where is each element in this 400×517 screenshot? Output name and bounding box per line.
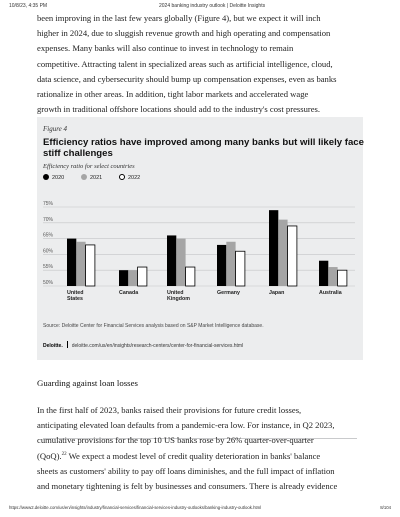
category-label: Australia bbox=[319, 290, 342, 296]
paragraph-line: been improving in the last few years globally (Figure 4), but we expect it will inch bbox=[37, 13, 321, 23]
figure-title-line: Efficiency ratios have improved among many banks but will likely face bbox=[43, 137, 364, 148]
figure-footer bbox=[43, 341, 243, 349]
category-label: States bbox=[67, 296, 83, 302]
bar-2021 bbox=[226, 242, 235, 286]
print-datetime: 10/8/23, 4:35 PM bbox=[9, 3, 48, 9]
paragraph-bottom bbox=[37, 403, 362, 494]
paragraph-top bbox=[37, 11, 362, 117]
bar-2021 bbox=[76, 242, 85, 286]
category-label: Japan bbox=[269, 290, 285, 296]
bar-2022 bbox=[288, 226, 297, 286]
bar-2021 bbox=[128, 270, 137, 286]
paragraph-line: higher in 2024, due to sluggish revenue growth and high operating and compensation bbox=[37, 28, 331, 39]
paragraph-line: expenses. Many banks will also continue to invest in technology to remain bbox=[37, 43, 294, 54]
y-tick-label: 75% bbox=[43, 201, 54, 207]
y-tick-label: 65% bbox=[43, 232, 54, 239]
figure-link[interactable]: deloitte.com/us/en/insights/research-centers/center-for-financial-services.html bbox=[71, 343, 244, 349]
bar-2022 bbox=[338, 270, 347, 286]
legend-label: 2021 bbox=[90, 175, 103, 181]
legend-label: 2022 bbox=[128, 175, 141, 181]
paragraph-line: competitive. Attracting talent in specialized areas such as artificial intelligence, cloud, bbox=[37, 58, 333, 69]
bar-2020 bbox=[119, 270, 128, 286]
paragraph-line: cumulative provisions for the top 10 US banks rose by 26% quarter-over-quarter bbox=[37, 435, 314, 446]
y-tick-label: 60% bbox=[43, 248, 54, 255]
paragraph-line: anticipating elevated loan defaults from a pandemic-era low. For instance, in Q2 2023, bbox=[37, 420, 335, 431]
paragraph-line: and monetary tightening is felt by businesses and consumers. There is already evidence bbox=[37, 481, 338, 492]
y-tick-label: 55% bbox=[43, 264, 54, 271]
footer-separator bbox=[67, 341, 68, 348]
paragraph-line: sheets as customers' ability to pay off loans diminishes, and the full impact of inflation bbox=[37, 465, 335, 476]
bar-2020 bbox=[217, 245, 226, 286]
section-heading: Guarding against loan losses bbox=[37, 378, 138, 388]
bar-2021 bbox=[176, 239, 185, 286]
category-label: Germany bbox=[217, 290, 240, 296]
figure-source: Source: Deloitte Center for Financial Services analysis based on S&P Market Intelligence database. bbox=[43, 323, 264, 329]
bar-2022 bbox=[236, 251, 245, 286]
print-url: https://www2.deloitte.com/us/en/insights/industry/financial-services/financial-services-industry-outlooks/banking-industry-outlook.html bbox=[9, 505, 262, 510]
bar-2022 bbox=[186, 267, 195, 286]
figure-subtitle: Efficiency ratio for select countries bbox=[43, 163, 135, 170]
browser-print-header bbox=[9, 3, 391, 11]
paragraph-line: data science, and cybersecurity should bump up compensation expenses, even as banks bbox=[37, 73, 337, 84]
figure-label: Figure 4 bbox=[43, 125, 68, 133]
print-page-title: 2024 banking industry outlook | Deloitte Insights bbox=[159, 3, 266, 9]
bar-2021 bbox=[278, 220, 287, 286]
qoq-text: (QoQ). bbox=[37, 450, 62, 461]
footnote-ref[interactable]: 22 bbox=[61, 451, 67, 457]
category-label: United bbox=[67, 290, 84, 296]
bar-2022 bbox=[86, 245, 95, 286]
category-label: Kingdom bbox=[167, 296, 190, 302]
paragraph-line: growth in traditional offshore locations should add to the industry's cost pressures. bbox=[37, 104, 321, 115]
legend-label: 2020 bbox=[52, 175, 65, 181]
bar-2020 bbox=[269, 210, 278, 286]
category-label: Canada bbox=[119, 290, 139, 296]
bar-2020 bbox=[167, 235, 176, 286]
paragraph-line bbox=[37, 449, 362, 464]
paragraph-line: In the first half of 2023, banks raised their provisions for future credit losses, bbox=[37, 405, 302, 415]
figure-title-line: stiff challenges bbox=[43, 148, 113, 160]
paragraph-line: rationalize in other areas. In addition, tight labor markets and accelerated wage bbox=[37, 89, 309, 100]
bar-2022 bbox=[138, 267, 147, 286]
category-label: United bbox=[167, 290, 184, 296]
y-tick-label: 70% bbox=[43, 216, 54, 223]
deloitte-logo: Deloitte. bbox=[43, 343, 63, 349]
bar-2020 bbox=[67, 239, 76, 286]
print-page-number: 8/104 bbox=[380, 505, 391, 510]
bar-2020 bbox=[319, 261, 328, 286]
browser-print-footer bbox=[9, 505, 391, 513]
y-tick-label: 50% bbox=[43, 280, 54, 286]
bar-2021 bbox=[328, 267, 337, 286]
paragraph-line-rest: We expect a modest level of credit quality deterioration in banks' balance bbox=[68, 450, 321, 461]
